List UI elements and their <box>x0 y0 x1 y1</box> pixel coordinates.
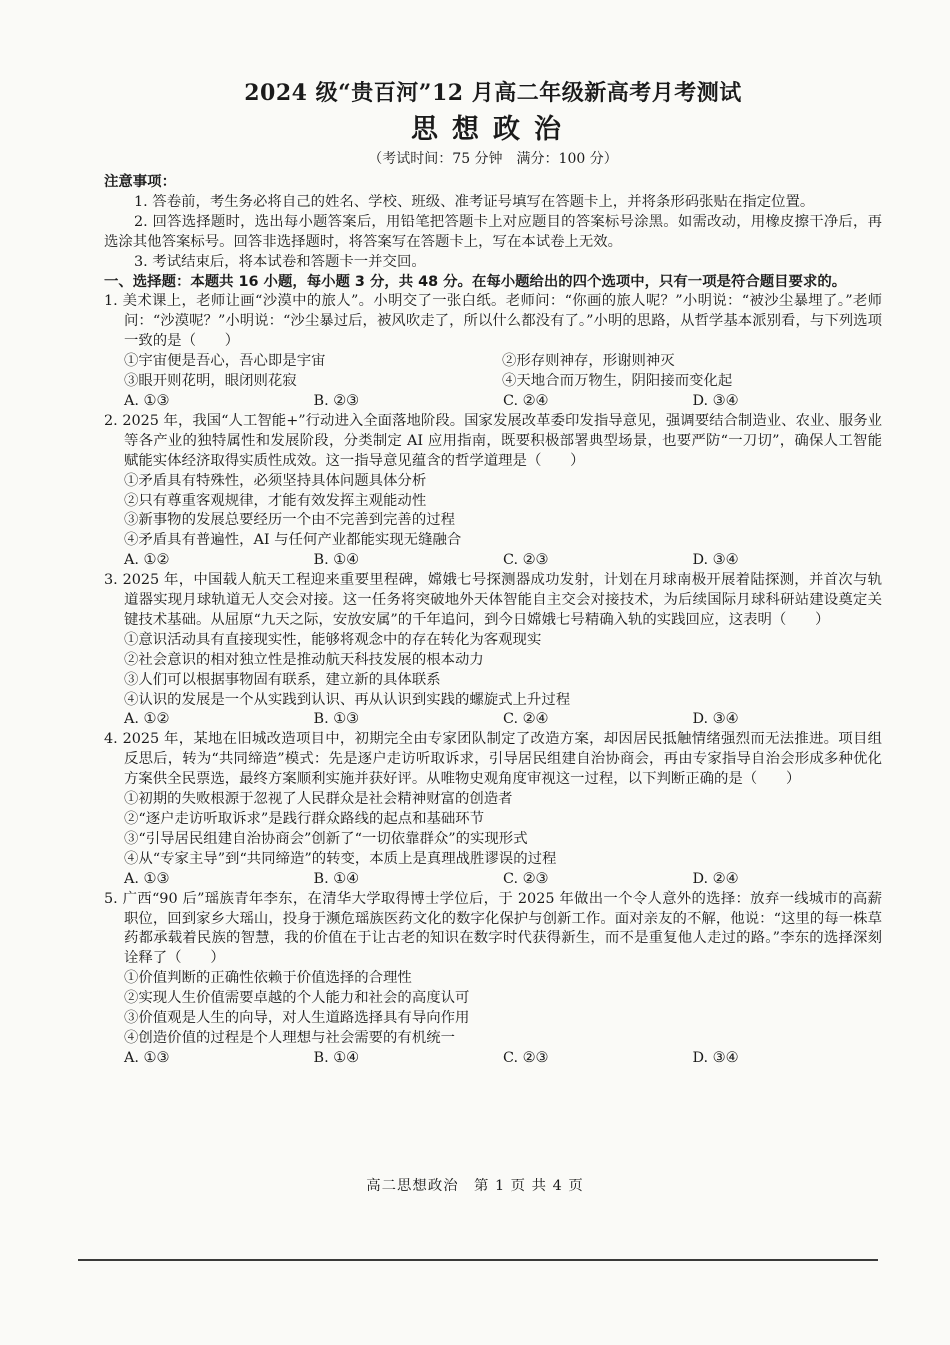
question-stem: 3. 2025 年，中国载人航天工程迎来重要里程碑，嫦娥七号探测器成功发射，计划在月球南极开展着陆探测，并首次与轨道器实现月球轨道无人交会对接。这一任务将突破地外天体智能自主交会对接技术，为后续国际月球科研站建设奠定关键技术基础。从屈原“九天之际，安放安属”的千年追问，到今日嫦娥七号精确入轨的实践回应，这表明（ ） <box>104 572 882 628</box>
statement: ②只有尊重客观规律，才能有效发挥主观能动性 <box>124 492 427 509</box>
answer-option-a: A. ①② <box>124 552 170 569</box>
statement: ④创造价值的过程是个人理想与社会需要的有机统一 <box>124 1029 455 1046</box>
notice-item: 3. 考试结束后，将本试卷和答题卡一并交回。 <box>134 253 426 270</box>
answer-option-a: A. ①③ <box>124 870 170 887</box>
answer-option-d: D. ③④ <box>692 711 739 728</box>
question-stem: 4. 2025 年，某地在旧城改造项目中，初期完全由专家团队制定了改造方案，却因居民抵触情绪强烈而无法推进。项目组反思后，转为“共同缔造”模式：先是逐户走访听取诉求，引导居民组建自治协商会，再由专家指导自治会形成多种优化方案供全民票选，最终方案顺利实施并获好评。从唯物史观角度审视这一过程，以下判断正确的是（ ） <box>104 731 882 788</box>
statement: ②“逐户走访听取诉求”是践行群众路线的起点和基础环节 <box>124 811 485 827</box>
question-4 <box>104 730 882 889</box>
section-heading: 一、选择题：本题共 16 小题，每小题 3 分，共 48 分。在每小题给出的四个选项中，只有一项是符合题目要求的。 <box>104 273 847 290</box>
subject-title: 思想政治 <box>411 114 575 145</box>
statement: ③人们可以根据事物固有联系，建立新的具体联系 <box>124 671 441 688</box>
question-stem: 5. 广西“90 后”瑶族青年李东，在清华大学取得博士学位后，于 2025 年做出一个令人意外的选择：放弃一线城市的高薪职位，回到家乡大瑶山，投身于濒危瑶族医药文化的数字化保护与创新工作。面对亲友的不解，他说：“这里的每一株草药都承载着民族的智慧，我的价值在于让古老的知识在数字时代获得新生，而不是重复他人走过的路。”李东的选择深刻诠释了（ ） <box>104 890 882 967</box>
statement: ②实现人生价值需要卓越的个人能力和社会的高度认可 <box>124 990 470 1007</box>
answer-option-c: C. ②④ <box>503 392 549 409</box>
answer-option-b: B. ①③ <box>313 711 360 728</box>
statement: ①价值判断的正确性依赖于价值选择的合理性 <box>124 970 412 987</box>
notice-item: 1. 答卷前，考生务必将自己的姓名、学校、班级、准考证号填写在答题卡上，并将条形码张贴在指定位置。 <box>134 193 815 210</box>
statement: ②形存则神存，形谢则神灭 <box>502 353 675 370</box>
answer-option-d: D. ③④ <box>692 552 739 569</box>
statement-row <box>104 352 882 372</box>
statement: ③新事物的发展总要经历一个由不完善到完善的过程 <box>124 512 455 529</box>
question-stem: 1. 美术课上，老师让画“沙漠中的旅人”。小明交了一张白纸。老师问：“你画的旅人呢？”小明说：“被沙尘暴埋了。”老师问：“沙漠呢？”小明说：“沙尘暴过后，被风吹走了，所以什么都没有了。”小明的思路，从哲学基本派别看，与下列选项一致的是（ ） <box>104 293 882 350</box>
statement: ④天地合而万物生，阴阳接而变化起 <box>502 373 733 390</box>
answer-options <box>104 392 882 412</box>
answer-option-c: C. ②③ <box>503 552 549 569</box>
answer-option-b: B. ②③ <box>313 392 360 409</box>
answer-options <box>104 870 882 890</box>
question-3 <box>104 571 882 730</box>
answer-option-a: A. ①③ <box>124 392 170 409</box>
page-footer: 高二思想政治 第 1 页 共 4 页 <box>366 1178 584 1194</box>
answer-option-b: B. ①④ <box>313 1049 360 1066</box>
answer-option-b: B. ①④ <box>313 552 360 569</box>
statement: ③眼开则花明，眼闭则花寂 <box>124 373 297 390</box>
answer-option-a: A. ①③ <box>124 1049 170 1066</box>
answer-option-b: B. ①④ <box>313 870 360 887</box>
page-content <box>104 78 882 1069</box>
statement: ①初期的失败根源于忽视了人民群众是社会精神财富的创造者 <box>124 791 513 808</box>
answer-option-c: C. ②③ <box>503 1049 549 1066</box>
exam-info: （考试时间：75 分钟 满分：100 分） <box>368 151 618 167</box>
statement: ③“引导居民组建自治协商会”创新了“一切依靠群众”的实现形式 <box>124 830 528 847</box>
statement: ①意识活动具有直接现实性，能够将观念中的存在转化为客观现实 <box>124 631 542 648</box>
question-5 <box>104 890 882 1069</box>
exam-title: 2024 级“贵百河”12 月高二年级新高考月考测试 <box>244 80 742 106</box>
answer-option-d: D. ③④ <box>692 392 739 409</box>
answer-option-a: A. ①② <box>124 711 170 728</box>
answer-option-c: C. ②③ <box>503 870 549 887</box>
notice-heading: 注意事项： <box>104 174 176 190</box>
statement-row <box>104 372 882 392</box>
statement: ④从“专家主导”到“共同缔造”的转变，本质上是真理战胜谬误的过程 <box>124 850 557 867</box>
statement: ④认识的发展是一个从实践到认识、再从认识到实践的螺旋式上升过程 <box>124 691 571 708</box>
statement: ①矛盾具有特殊性，必须坚持具体问题具体分析 <box>124 472 427 489</box>
answer-option-d: D. ②④ <box>692 870 739 887</box>
question-2 <box>104 412 882 571</box>
answer-options <box>104 551 882 571</box>
question-stem: 2. 2025 年，我国“人工智能+”行动进入全面落地阶段。国家发展改革委印发指导意见，强调要结合制造业、农业、服务业等各产业的独特属性和发展阶段，分类制定 AI 应用指南，既要积极部署典型场景，也要严防“一刀切”，确保人工智能赋能实体经济取得实质性成效。这一指导意见蕴含的哲学道理是（ ） <box>104 412 882 469</box>
statement: ②社会意识的相对独立性是推动航天科技发展的根本动力 <box>124 651 484 668</box>
statement: ①宇宙便是吾心，吾心即是宇宙 <box>124 353 326 370</box>
answer-option-d: D. ③④ <box>692 1049 739 1066</box>
answer-option-c: C. ②④ <box>503 711 549 728</box>
question-1 <box>104 292 882 411</box>
statement: ③价值观是人生的向导，对人生道路选择具有导向作用 <box>124 1010 470 1027</box>
answer-options <box>104 1049 882 1069</box>
notice-item: 2. 回答选择题时，选出每小题答案后，用铅笔把答题卡上对应题目的答案标号涂黑。如需改动，用橡皮擦干净后，再选涂其他答案标号。回答非选择题时，将答案写在答题卡上，写在本试卷上无效。 <box>104 213 882 250</box>
bottom-divider <box>78 1259 878 1261</box>
statement: ④矛盾具有普遍性，AI 与任何产业都能实现无缝融合 <box>124 532 462 549</box>
answer-options <box>104 710 882 730</box>
